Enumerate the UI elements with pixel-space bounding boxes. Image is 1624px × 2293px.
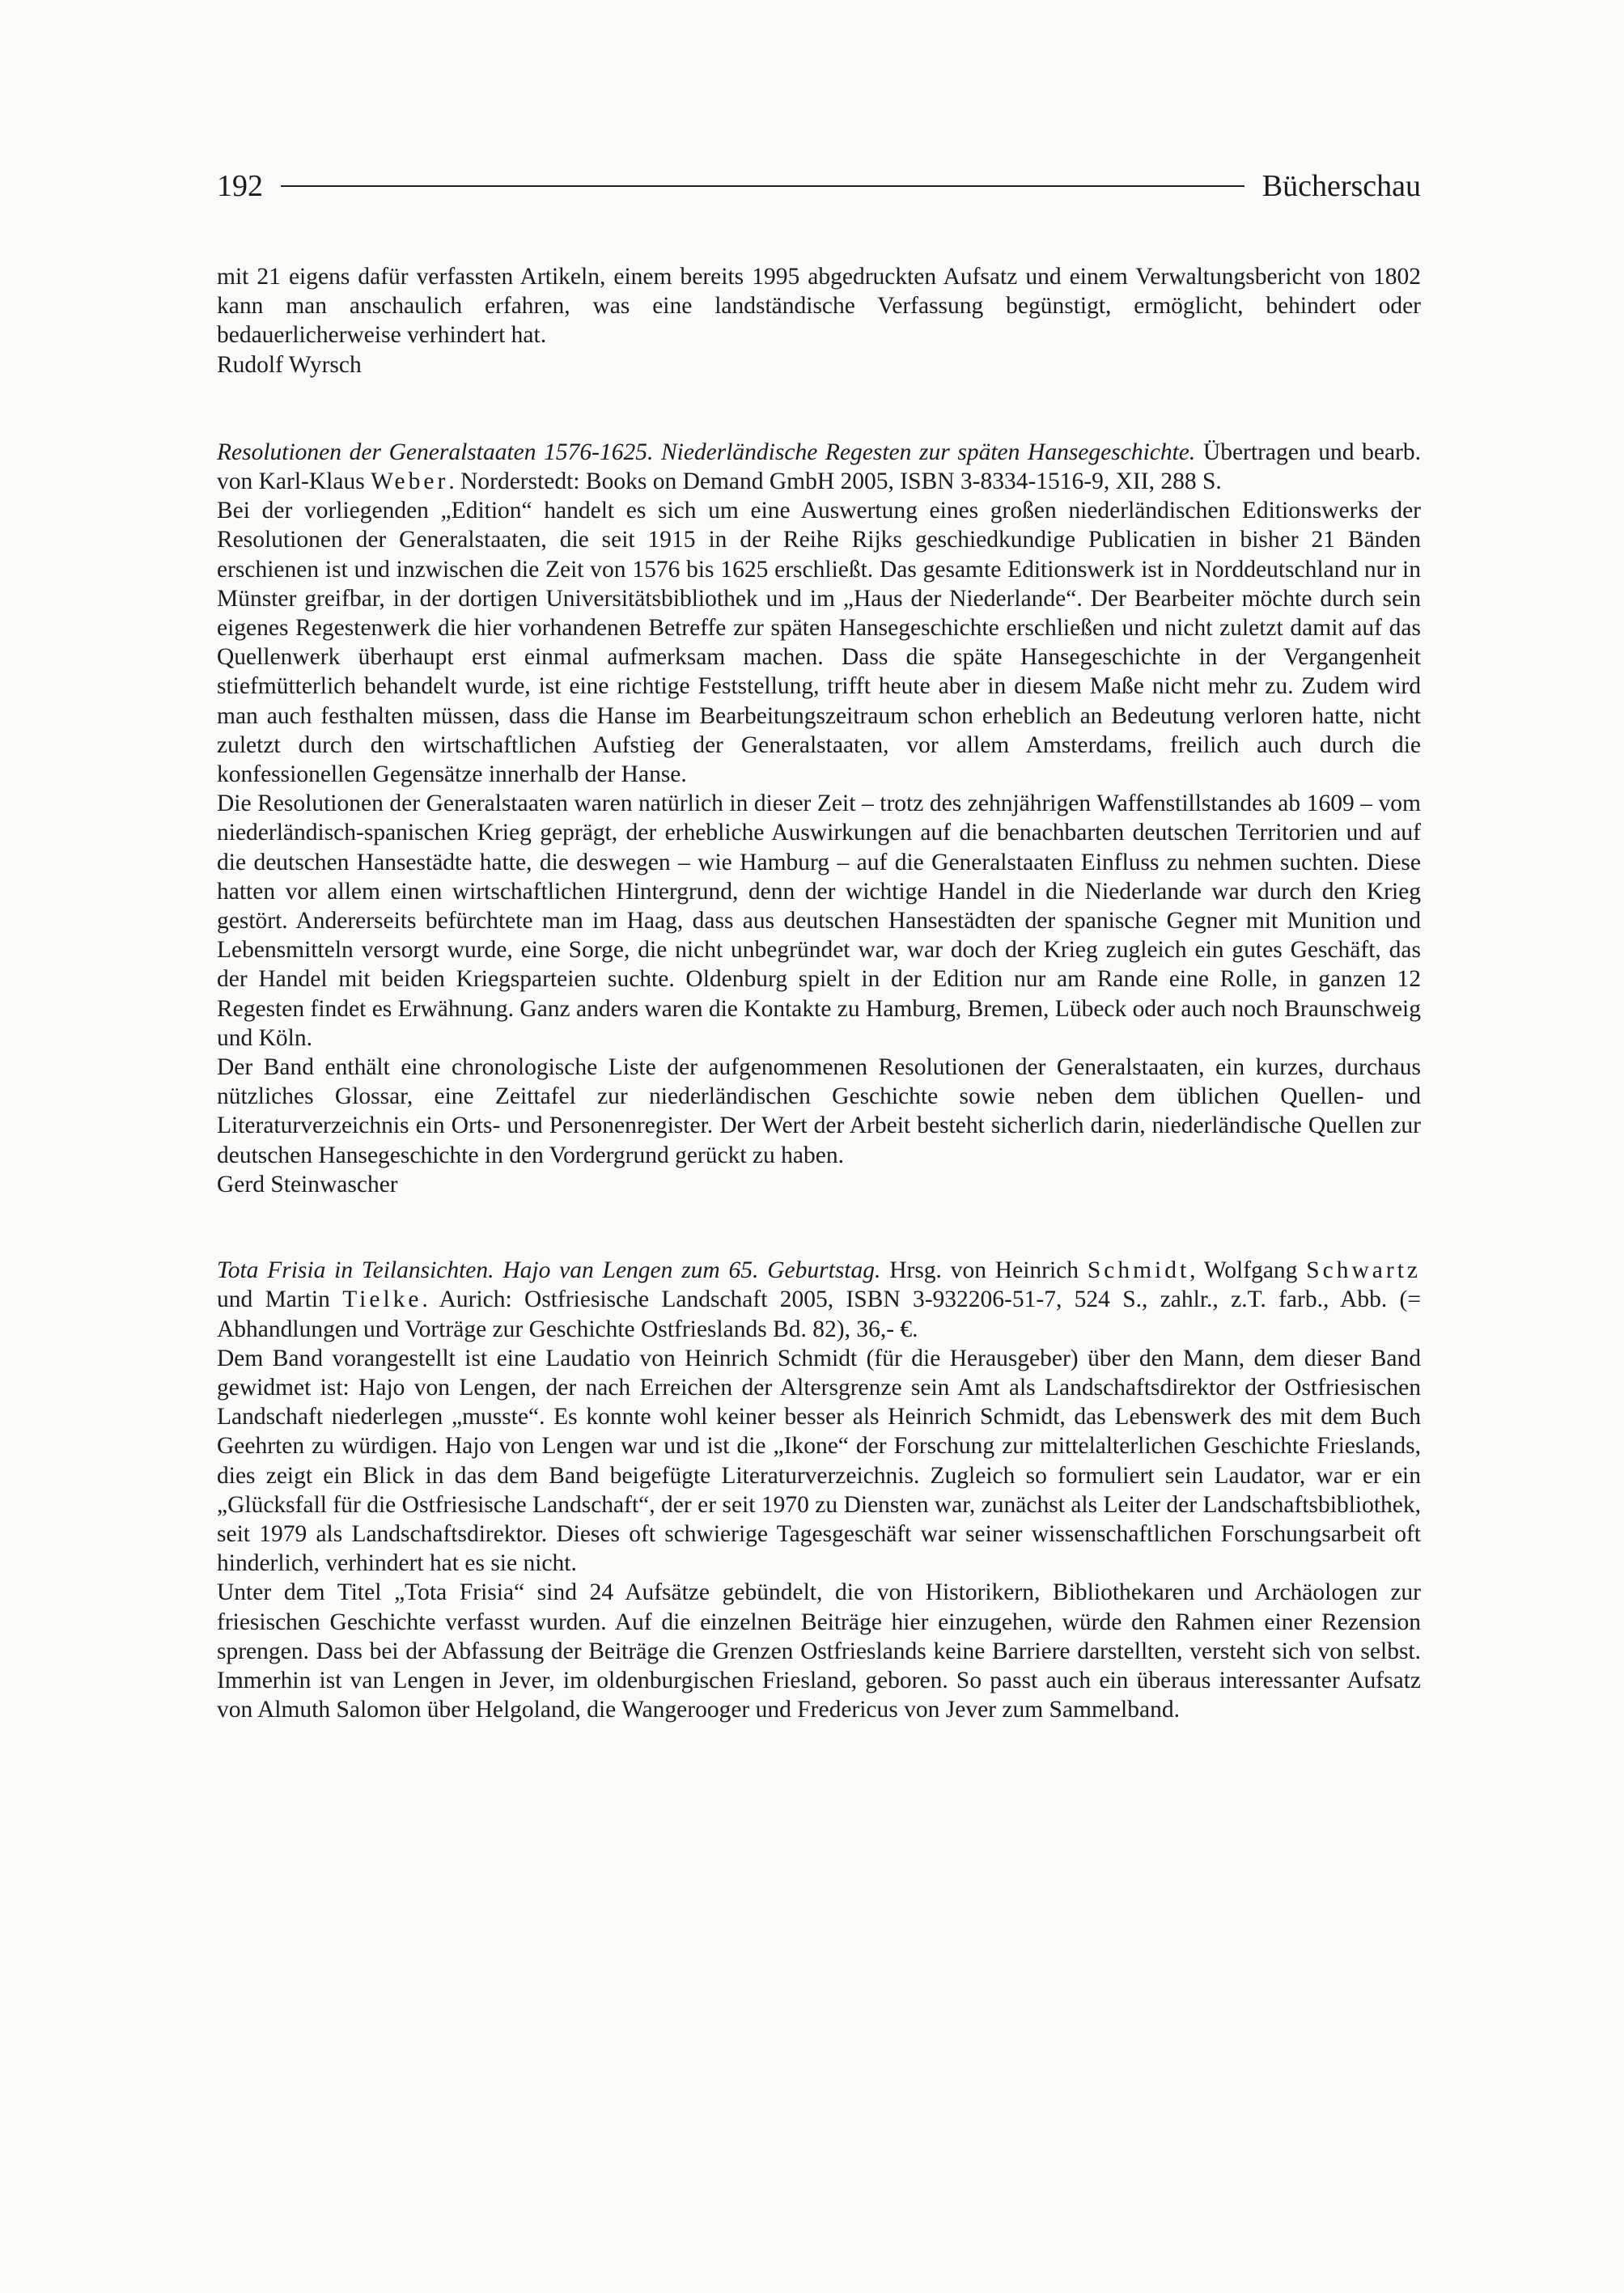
review2-bib-part1: Übertragen und bearb. von Karl-Klaus (217, 439, 1421, 495)
page-content (217, 262, 1421, 1724)
running-title: Bücherschau (1261, 169, 1421, 203)
review2-editor: Weber (371, 468, 449, 495)
review3-bib-part4: . Aurich: Ostfriesische Landschaft 2005, ISBN 3-932206-51-7, 524 S., zahlr., z.T. farb., Abb. (= Abhandlungen und Vorträge zur Geschichte Ostfrieslands Bd. 82), 36,- €. (217, 1286, 1422, 1342)
review2-bibliography (217, 438, 1421, 496)
review3-bib-part2: , Wolfgang (1189, 1257, 1307, 1284)
review1-reviewer: Rudolf Wyrsch (217, 351, 362, 378)
review3-bib-part1: Hrsg. von Heinrich (880, 1257, 1088, 1284)
review3-bibliography (217, 1256, 1421, 1344)
section-gap (217, 379, 1421, 438)
section-gap (217, 1199, 1421, 1256)
review2-reviewer: Gerd Steinwascher (217, 1171, 398, 1197)
review2-paragraph-1: Bei der vorliegenden „Edition“ handelt es sich um eine Auswertung eines großen niederländischen Editionswerks der Resolutionen der Generalstaaten, die seit 1915 in der Reihe Rijks geschiedkundige Publicatien in bisher 21 Bänden erschienen ist und inzwischen die Zeit von 1576 bis 1625 erschließt. Das gesamte Editionswerk ist in Norddeutschland nur in Münster greifbar, in der dortigen Universitätsbibliothek und im „Haus der Niederlande“. Der Bearbeiter möchte durch sein eigenes Regestenwerk die hier vorhandenen Betreffe zur späten Hansegeschichte erschließen und nicht zuletzt damit auf das Quellenwerk überhaupt erst einmal aufmerksam machen. Dass die späte Hansegeschichte in der Vergangenheit stiefmütterlich behandelt wurde, ist eine richtige Feststellung, trifft heute aber in diesem Maße nicht mehr zu. Zudem wird man auch festhalten müssen, dass die Hanse im Bearbeitungszeitraum schon erheblich an Bedeutung verloren hatte, nicht zuletzt durch den wirtschaftlichen Aufstieg der Generalstaaten, vor allem Amsterdams, freilich auch durch die konfessionellen Gegensätze innerhalb der Hanse. (217, 498, 1421, 788)
review2-paragraph-3: Der Band enthält eine chronologische Liste der aufgenommenen Resolutionen der Generalstaaten, ein kurzes, durchaus nützliches Glossar, eine Zeittafel zur niederländischen Geschichte sowie neben dem üblichen Quellen- und Literaturverzeichnis ein Orts- und Personenregister. Der Wert der Arbeit besteht sicherlich darin, niederländische Quellen zur deutschen Hansegeschichte in den Vordergrund gerückt zu haben. (217, 1054, 1421, 1168)
review2-bib-part2: . Norderstedt: Books on Demand GmbH 2005, ISBN 3-8334-1516-9, XII, 288 S. (448, 468, 1222, 495)
review3-editor-2: Schwartz (1306, 1257, 1421, 1284)
review3-bib-part3: und Martin (217, 1286, 343, 1313)
review3-editor-1: Schmidt (1087, 1257, 1190, 1284)
review3-editor-3: Tielke (342, 1286, 422, 1313)
review2-paragraph-2: Die Resolutionen der Generalstaaten waren natürlich in dieser Zeit – trotz des zehnjährigen Waffenstillstandes ab 1609 – vom niederländisch-spanischen Krieg geprägt, der erhebliche Auswirkungen auf die benachbarten deutschen Territorien und auf die deutschen Hansestädte hatte, die deswegen – wie Hamburg – auf die Generalstaaten Einfluss zu nehmen suchten. Diese hatten vor allem einen wirtschaftlichen Hintergrund, denn der wichtige Handel in die Niederlande war durch den Krieg gestört. Andererseits befürchtete man im Haag, dass aus deutschen Hansestädten der spanische Gegner mit Munition und Lebensmitteln versorgt wurde, eine Sorge, die nicht unbegründet war, war doch der Krieg zugleich ein gutes Geschäft, das der Handel mit beiden Kriegsparteien suchte. Oldenburg spielt in der Edition nur am Rande eine Rolle, in ganzen 12 Regesten findet es Erwähnung. Ganz anders waren die Kontakte zu Hamburg, Bremen, Lübeck oder auch noch Braunschweig und Köln. (217, 790, 1421, 1051)
review3-paragraph-2: Unter dem Titel „Tota Frisia“ sind 24 Aufsätze gebündelt, die von Historikern, Bibliothekaren und Archäologen zur friesischen Geschichte verfasst wurden. Auf die einzelnen Beiträge hier einzugehen, würde den Rahmen einer Rezension sprengen. Dass bei der Abfassung der Beiträge die Grenzen Ostfrieslands keine Barriere darstellten, versteht sich von selbst. Immerhin ist van Lengen in Jever, im oldenburgischen Friesland, geboren. So passt auch ein überaus interessanter Aufsatz von Almuth Salomon über Helgoland, die Wangerooger und Fredericus von Jever zum Sammelband. (217, 1579, 1421, 1723)
page-header (217, 162, 1421, 210)
review3-paragraph-1: Dem Band vorangestellt ist eine Laudatio von Heinrich Schmidt (für die Herausgeber) über den Mann, dem dieser Band gewidmet ist: Hajo von Lengen, der nach Erreichen der Altersgrenze sein Amt als Landschaftsdirektor der Ostfriesischen Landschaft niederlegen „musste“. Es konnte wohl keiner besser als Heinrich Schmidt, das Lebenswerk des mit dem Buch Geehrten zu würdigen. Hajo von Lengen war und ist die „Ikone“ der Forschung zur mittelalterlichen Geschichte Frieslands, dies zeigt ein Blick in das dem Band beigefügte Literaturverzeichnis. Zugleich so formuliert sein Laudator, war er ein „Glücksfall für die Ostfriesische Landschaft“, der er seit 1970 zu Diensten war, zunächst als Leiter der Landschaftsbibliothek, seit 1979 als Landschaftsdirektor. Dieses oft schwierige Tagesgeschäft war seiner wissenschaftlichen Forschungsarbeit oft hinderlich, verhindert hat es sie nicht. (217, 1345, 1421, 1577)
review1-tail-paragraph: mit 21 eigens dafür verfassten Artikeln, einem bereits 1995 abgedruckten Aufsatz und einem Verwaltungsbericht von 1802 kann man anschaulich erfahren, was eine landständische Verfassung begünstigt, ermöglicht, behindert oder bedauerlicherweise verhindert hat. (217, 264, 1421, 349)
review3-book-title: Tota Frisia in Teilansichten. Hajo van Lengen zum 65. Geburtstag. (217, 1257, 881, 1284)
page-number: 192 (217, 169, 263, 203)
review2-book-title: Resolutionen der Generalstaaten 1576-1625. Niederländische Regesten zur späten Hansegeschichte. (217, 439, 1196, 465)
header-rule (281, 185, 1245, 187)
